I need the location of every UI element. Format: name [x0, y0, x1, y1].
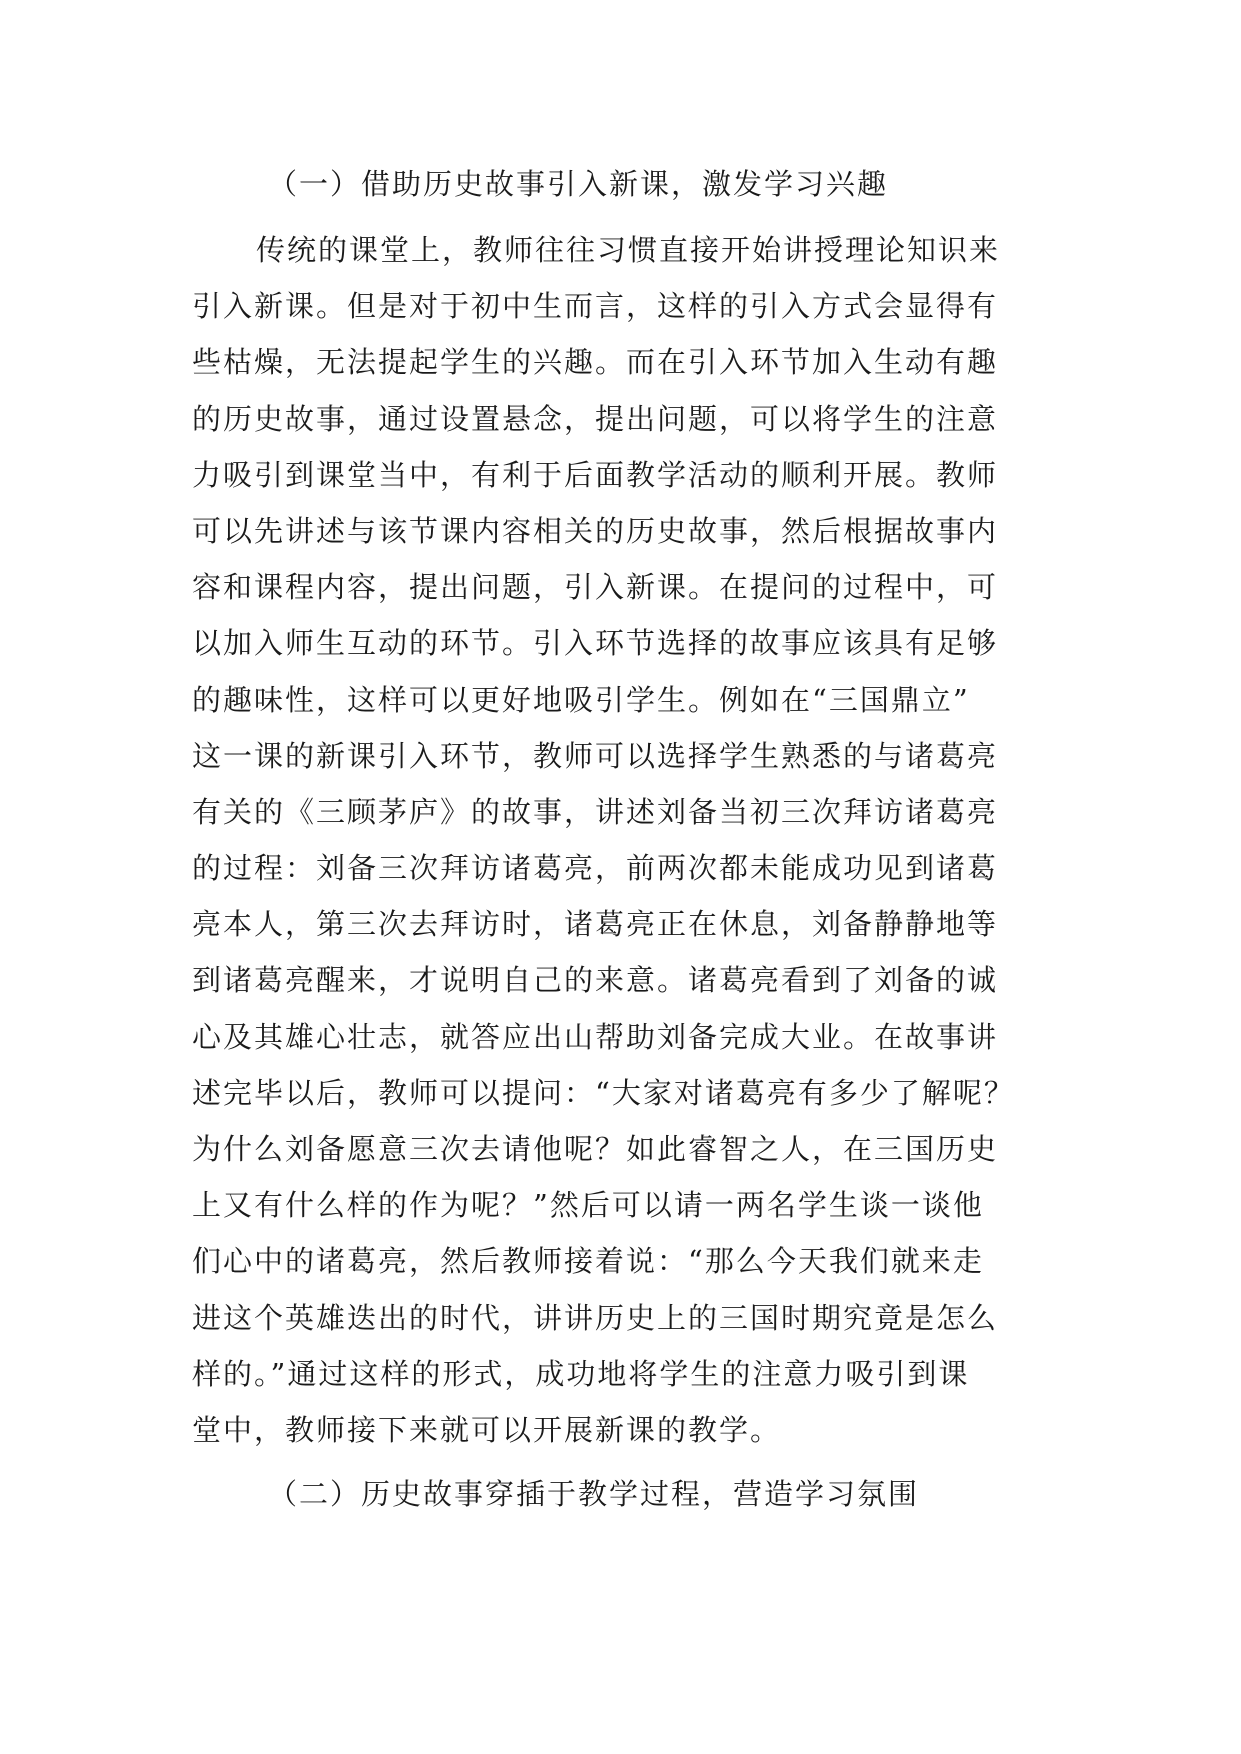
paragraph-line: 样的。”通过这样的形式，成功地将学生的注意力吸引到课 [192, 1356, 970, 1391]
paragraph-line: 堂中，教师接下来就可以开展新课的教学。 [192, 1412, 782, 1447]
paragraph-line: 力吸引到课堂当中，有利于后面教学活动的顺利开展。教师 [192, 457, 999, 492]
paragraph-line: 进这个英雄迭出的时代，讲讲历史上的三国时期究竟是怎么 [192, 1300, 999, 1335]
paragraph-line: 上又有什么样的作为呢？”然后可以请一两名学生谈一谈他 [192, 1188, 984, 1223]
paragraph-line: 到诸葛亮醒来，才说明自己的来意。诸葛亮看到了刘备的诚 [192, 963, 999, 998]
paragraph-line: 心及其雄心壮志，就答应出山帮助刘备完成大业。在故事讲 [192, 1019, 999, 1054]
paragraph-line: 的过程：刘备三次拜访诸葛亮，前两次都未能成功见到诸葛 [192, 851, 999, 886]
paragraph-line: 的历史故事，通过设置悬念，提出问题，可以将学生的注意 [192, 401, 999, 436]
section-heading-2: （二）历史故事穿插于教学过程，营造学习氛围 [268, 1477, 920, 1511]
paragraph-line: 的趣味性，这样可以更好地吸引学生。例如在“三国鼎立” [192, 682, 970, 717]
paragraph-line: 有关的《三顾茅庐》的故事，讲述刘备当初三次拜访诸葛亮 [192, 794, 999, 829]
paragraph-line: 们心中的诸葛亮，然后教师接着说：“那么今天我们就来走 [192, 1244, 984, 1279]
paragraph-line: 以加入师生互动的环节。引入环节选择的故事应该具有足够 [192, 626, 999, 661]
paragraph-line: 述完毕以后，教师可以提问：“大家对诸葛亮有多少了解呢？ [192, 1075, 1015, 1110]
paragraph-line: 为什么刘备愿意三次去请他呢？如此睿智之人，在三国历史 [192, 1132, 999, 1166]
paragraph-line: 传统的课堂上，教师往往习惯直接开始讲授理论知识来 [256, 233, 1001, 267]
paragraph-line: 些枯燥，无法提起学生的兴趣。而在引入环节加入生动有趣 [192, 345, 999, 380]
section-heading-1: （一）借助历史故事引入新课，激发学习兴趣 [268, 167, 889, 201]
paragraph-line: 可以先讲述与该节课内容相关的历史故事，然后根据故事内 [192, 513, 999, 548]
paragraph-line: 容和课程内容，提出问题，引入新课。在提问的过程中，可 [192, 570, 999, 605]
body-paragraph [192, 222, 1072, 1458]
paragraph-line: 亮本人，第三次去拜访时，诸葛亮正在休息，刘备静静地等 [192, 907, 999, 942]
paragraph-line: 这一课的新课引入环节，教师可以选择学生熟悉的与诸葛亮 [192, 738, 999, 773]
paragraph-line: 引入新课。但是对于初中生而言，这样的引入方式会显得有 [192, 289, 999, 324]
